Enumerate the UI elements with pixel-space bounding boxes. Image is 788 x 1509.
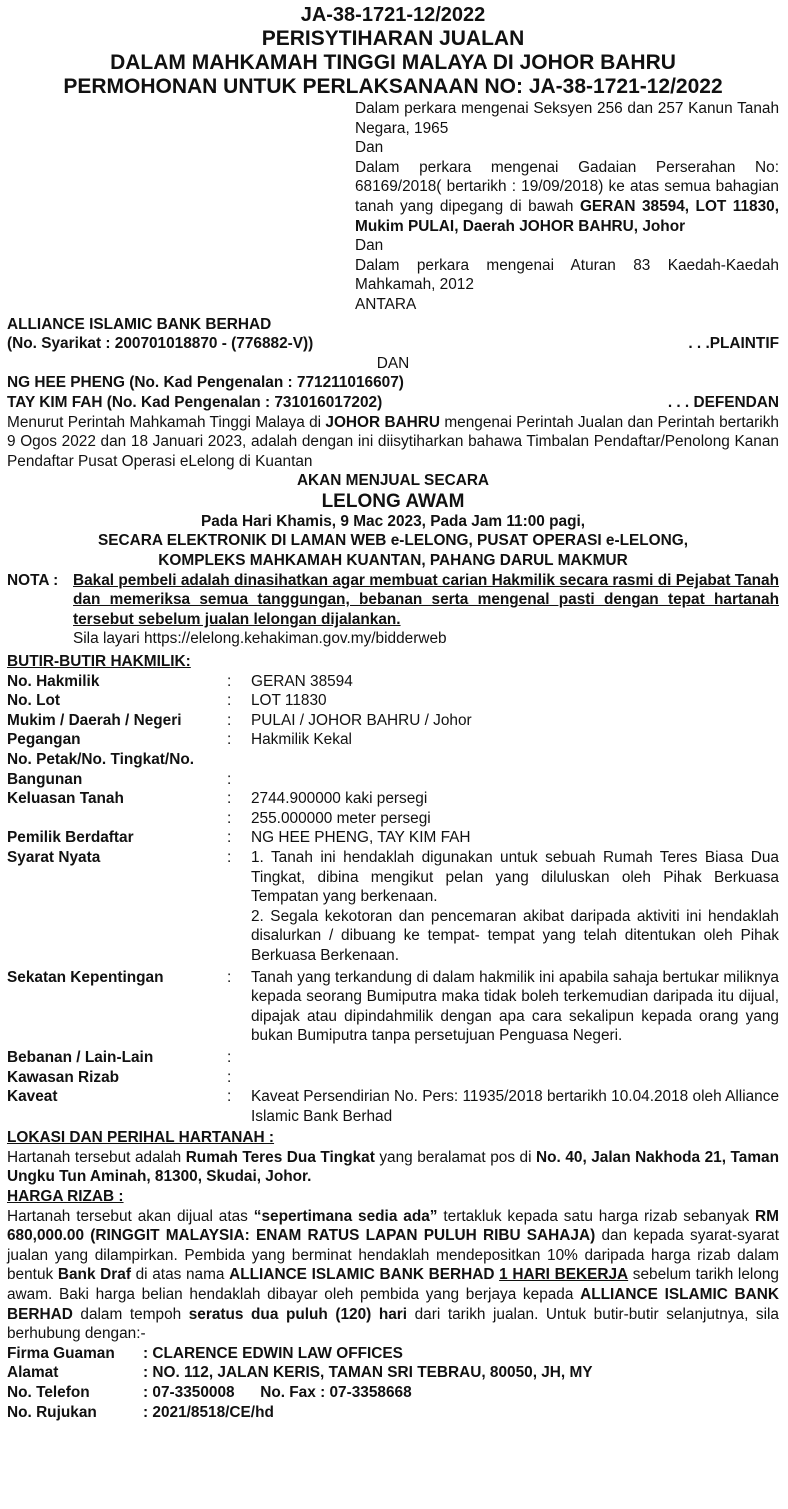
detail-value: NG HEE PHENG, TAY KIM FAH (251, 829, 471, 847)
detail-sep: : (227, 848, 232, 866)
detail-syarat-nyata (7, 848, 779, 966)
matter-clause-2-text: Dalam perkara mengenai Gadaian Perserahan No: 68169/2018( bertarikh : 19/09/2018) ke atas semua bahagian tanah yang dipegang di bawah (355, 158, 779, 215)
contact-value: : CLARENCE EDWIN LAW OFFICES (143, 1344, 403, 1362)
matter-clause-1: Dalam perkara mengenai Seksyen 256 dan 257 Kanun Tanah Negara, 1965 (355, 100, 779, 137)
auction-date: Pada Hari Khamis, 9 Mac 2023, Pada Jam 11:00 pagi, (200, 512, 586, 530)
nota-text: Bakal pembeli adalah dinasihatkan agar membuat carian Hakmilik secara rasmi di Pejabat Tanah dan memeriksa semua tanggungan, bebanan serta mengenal pasti dengan tepat hartanah tersebut sebelum jualan lelongan dijalankan. (73, 571, 779, 628)
intro-court: JOHOR BAHRU (325, 413, 441, 431)
nota-label: NOTA : (7, 571, 59, 589)
detail-sep: : (227, 1048, 232, 1066)
detail-value: Hakmilik Kekal (251, 731, 352, 749)
auction-title: LELONG AWAM (321, 490, 465, 512)
plaintiff-row (7, 334, 779, 354)
detail-kawasan-rizab (7, 1068, 779, 1088)
property-type: Rumah Teres Dua Tingkat (185, 1148, 375, 1166)
detail-value: 2744.900000 kaki persegi (251, 790, 428, 808)
detail-pegangan (7, 730, 779, 750)
location-paragraph (7, 1148, 779, 1187)
reserve-bold: “sepertimana sedia ada” (253, 1207, 438, 1225)
reserve-text: dari tarikh jualan. Untuk butir-butir selanjutnya, sila berhubung dengan:- (7, 1305, 779, 1343)
plaintiff-name: ALLIANCE ISLAMIC BANK BERHAD (7, 315, 272, 333)
case-reference: JA-38-1721-12/2022 (300, 4, 486, 26)
detail-key: No. Hakmilik (7, 672, 100, 690)
detail-sep: : (227, 711, 232, 729)
matter-antara: ANTARA (355, 295, 417, 313)
contact-firm (7, 1344, 779, 1364)
title-details-heading: BUTIR-BUTIR HAKMILIK: (7, 653, 191, 671)
detail-keluasan-2 (7, 809, 779, 829)
detail-value (251, 770, 779, 790)
location-text-2: yang beralamat pos di (374, 1148, 537, 1166)
application-number: PERMOHONAN UNTUK PERLAKSANAAN NO: JA-38-1721-12/2022 (63, 75, 723, 98)
detail-key: Sekatan Kepentingan (7, 968, 164, 986)
detail-keluasan-1 (7, 789, 779, 809)
detail-no-lot (7, 691, 779, 711)
defendant-row (7, 393, 779, 413)
detail-key: No. Lot (7, 692, 60, 710)
detail-sep: : (227, 770, 232, 788)
detail-petak-1 (7, 750, 779, 770)
detail-value (251, 750, 779, 770)
contact-key: No. Telefon (7, 1384, 90, 1401)
contact-phone (7, 1383, 779, 1403)
detail-key: Mukim / Daerah / Negeri (7, 711, 182, 729)
reserve-bold: seratus dua puluh (120) hari (188, 1305, 408, 1323)
detail-key: Bangunan (7, 770, 83, 788)
defendant-1: NG HEE PHENG (No. Kad Pengenalan : 771211016607) (7, 374, 404, 392)
detail-bebanan (7, 1048, 779, 1068)
intro-text-2: mengenai Perintah Jualan dan Perintah bertarikh 9 Ogos 2022 dan 18 Januari 2023, adalah dengan ini diisytiharkan bahawa Timbalan Pendaftar/Penolong Kanan Pendaftar Pusat Operasi eLelong di Kuantan (7, 413, 779, 470)
detail-value: LOT 11830 (251, 692, 327, 710)
location-heading: LOKASI DAN PERIHAL HARTANAH : (7, 1129, 275, 1147)
reserve-bold: ALLIANCE ISLAMIC BANK BERHAD (229, 1266, 495, 1284)
contact-value: : 07-3350008 No. Fax : 07-3358668 (143, 1384, 412, 1401)
reserve-paragraph (7, 1207, 779, 1344)
detail-sep: : (227, 829, 232, 847)
reserve-bold: ALLIANCE ISLAMIC BANK BERHAD (7, 1286, 779, 1323)
reserve-text: dan kepada syarat-syarat jualan yang dilampirkan. Pembida yang berminat hendaklah mendepositkan 10% daripada harga rizab dalam bentuk (7, 1227, 779, 1284)
property-address: No. 40, Jalan Nakhoda 21, Taman Ungku Tun Aminah, 81300, Skudai, Johor. (7, 1148, 779, 1186)
nota-block (7, 571, 779, 649)
detail-key (7, 809, 227, 829)
detail-kaveat (7, 1087, 779, 1126)
defendant-label: . . . DEFENDAN (667, 393, 779, 411)
detail-sep: : (227, 692, 232, 710)
contact-value: : NO. 112, JALAN KERIS, TAMAN SRI TEBRAU, 80050, JH, MY (143, 1364, 593, 1382)
reserve-text: Hartanah tersebut akan dijual atas (7, 1207, 254, 1225)
detail-sep (227, 750, 251, 770)
detail-value (251, 1048, 779, 1068)
auction-venue-2: KOMPLEKS MAHKAMAH KUANTAN, PAHANG DARUL MAKMUR (158, 552, 628, 570)
reserve-text: dalam tempoh (72, 1305, 189, 1323)
detail-sep: : (227, 809, 232, 827)
parties-dan: DAN (376, 354, 410, 372)
detail-value: PULAI / JOHOR BAHRU / Johor (251, 711, 472, 729)
detail-key: Syarat Nyata (7, 848, 101, 866)
nota-content (73, 571, 779, 649)
syarat-clause-1: 1. Tanah ini hendaklah digunakan untuk sebuah Rumah Teres Biasa Dua Tingkat, dibina mengikut pelan yang diluluskan oleh Pihak Berkuasa Tempatan yang berkenaan. (251, 848, 779, 906)
detail-pemilik (7, 828, 779, 848)
reserve-text: sebelum tarikh lelong awam. Baki harga belian hendaklah dibayar oleh pembida yang berjaya kepada (7, 1266, 779, 1304)
reserve-heading: HARGA RIZAB : (7, 1188, 124, 1206)
matter-clause-2-bold: GERAN 38594, LOT 11830, Mukim PULAI, Daerah JOHOR BAHRU, Johor (355, 197, 780, 235)
detail-sep: : (227, 790, 232, 808)
detail-sekatan (7, 968, 779, 1046)
detail-value: Kaveat Persendirian No. Pers: 11935/2018 bertarikh 10.04.2018 oleh Alliance Islamic Bank Berhad (251, 1088, 779, 1125)
reserve-price: RM 680,000.00 (RINGGIT MALAYSIA: ENAM RATUS LAPAN PULUH RIBU SAHAJA) (7, 1207, 779, 1245)
intro-text-1: Menurut Perintah Mahkamah Tinggi Malaya di (7, 413, 326, 431)
matter-clause-2 (355, 158, 779, 236)
detail-key: Keluasan Tanah (7, 790, 124, 808)
bidder-website[interactable]: Sila layari https://elelong.kehakiman.gov.my/bidderweb (73, 630, 447, 648)
detail-mukim (7, 711, 779, 731)
court-name: DALAM MAHKAMAH TINGGI MALAYA DI JOHOR BAHRU (110, 51, 676, 74)
matter-dan-1: Dan (355, 139, 384, 157)
detail-key: Kawasan Rizab (7, 1068, 120, 1086)
document-title: PERISYTIHARAN JUALAN (261, 27, 525, 50)
reserve-text: di atas nama (130, 1266, 230, 1284)
contact-key: Alamat (7, 1364, 59, 1382)
contact-address (7, 1363, 779, 1383)
detail-value: Tanah yang terkandung di dalam hakmilik ini apabila sahaja bertukar miliknya kepada seorang Bumiputra maka tidak boleh terkemudian daripada itu dijual, dipajak atau dipindahmilik dengan apa cara sekalipun kepada orang yang bukan Bumiputra tanpa persetujuan Penguasa Negeri. (251, 968, 779, 1045)
contact-value: : 2021/8518/CE/hd (143, 1403, 274, 1421)
auction-venue-1: SECARA ELEKTRONIK DI LAMAN WEB e-LELONG, PUSAT OPERASI e-LELONG, (98, 532, 688, 550)
matter-clause-3: Dalam perkara mengenai Aturan 83 Kaedah-Kaedah Mahkamah, 2012 (355, 256, 779, 294)
detail-value: 255.000000 meter persegi (251, 809, 431, 827)
reserve-bold: Bank Draf (57, 1266, 131, 1284)
will-sell-heading: AKAN MENJUAL SECARA (296, 472, 490, 490)
detail-sep: : (227, 731, 232, 749)
detail-key: Pemilik Berdaftar (7, 829, 134, 847)
matter-dan-2: Dan (355, 237, 384, 255)
detail-sep: : (227, 1088, 232, 1106)
reserve-text: tertakluk kepada satu harga rizab sebanyak (437, 1207, 756, 1225)
detail-no-hakmilik (7, 672, 779, 692)
detail-petak-2 (7, 770, 779, 790)
contact-key: Firma Guaman (7, 1344, 115, 1362)
detail-key: Pegangan (7, 731, 81, 749)
plaintiff-registration: (No. Syarikat : 200701018870 - (776882-V)) (7, 335, 314, 353)
contact-reference (7, 1403, 779, 1423)
matter-block (355, 99, 779, 315)
intro-paragraph (7, 413, 779, 472)
detail-key: Kaveat (7, 1088, 58, 1106)
plaintiff-label: . . .PLAINTIF (688, 335, 779, 353)
detail-sep: : (227, 1068, 232, 1086)
syarat-clause-2: 2. Segala kekotoran dan pencemaran akibat daripada aktiviti ini hendaklah disalurkan / dibuang ke tempat- tempat yang telah ditentukan oleh Pihak Berkuasa Berkenaan. (251, 907, 779, 964)
detail-value (251, 848, 779, 966)
detail-value (251, 1068, 779, 1088)
detail-key: Bebanan / Lain-Lain (7, 1048, 154, 1066)
defendant-2: TAY KIM FAH (No. Kad Pengenalan : 731016017202) (7, 393, 383, 411)
reserve-deadline: 1 HARI BEKERJA (499, 1266, 629, 1284)
location-text-1: Hartanah tersebut adalah (7, 1148, 186, 1166)
contact-key: No. Rujukan (7, 1403, 97, 1421)
detail-key: No. Petak/No. Tingkat/No. (7, 751, 194, 768)
detail-sep: : (227, 672, 232, 690)
detail-value: GERAN 38594 (251, 672, 353, 690)
detail-sep: : (227, 968, 232, 986)
